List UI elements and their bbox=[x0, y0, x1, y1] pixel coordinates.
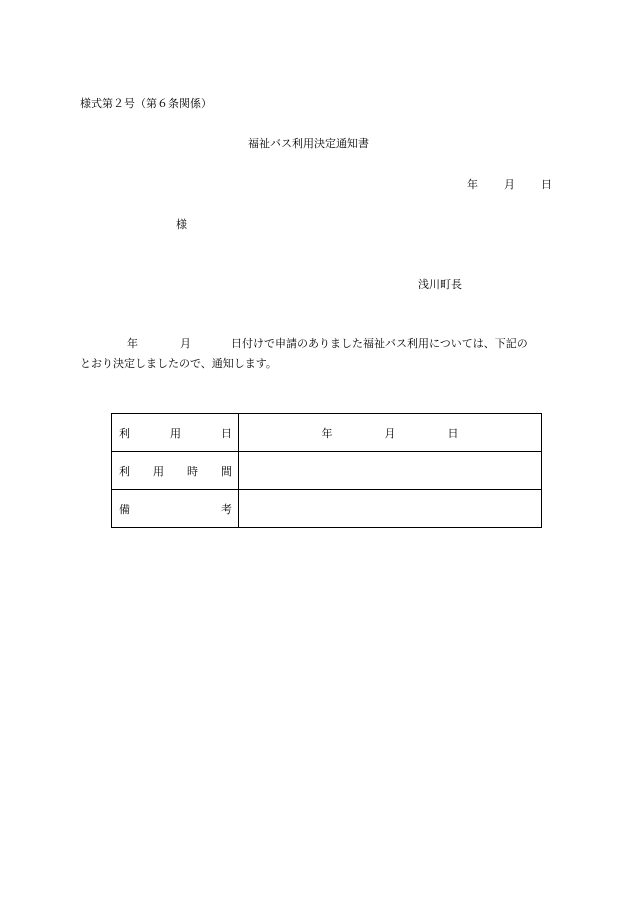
value-usage-date bbox=[239, 414, 542, 452]
table-row-remarks bbox=[112, 490, 542, 528]
form-number: 様式第２号（第６条関係） bbox=[80, 97, 212, 110]
label-char: 利 bbox=[119, 464, 130, 478]
details-table bbox=[111, 413, 542, 528]
table-row-usage-time bbox=[112, 452, 542, 490]
body-text-line-1 bbox=[127, 337, 528, 351]
document-title: 福祉バス利用決定通知書 bbox=[248, 137, 369, 150]
body-text-rest: 日付けで申請のありました福祉バス利用については、下記の bbox=[231, 337, 528, 350]
label-char: 日 bbox=[221, 426, 232, 440]
label-char: 間 bbox=[221, 464, 232, 478]
issuer-name: 浅川町長 bbox=[418, 278, 462, 291]
label-usage-time bbox=[112, 452, 239, 490]
usage-date-month: 月 bbox=[384, 426, 396, 440]
issue-date-day: 日 bbox=[541, 178, 552, 191]
label-char: 利 bbox=[119, 426, 130, 440]
value-remarks bbox=[239, 490, 542, 528]
label-char: 備 bbox=[119, 502, 130, 516]
recipient-honorific: 様 bbox=[176, 218, 187, 231]
label-char: 用 bbox=[170, 426, 181, 440]
issue-date-month: 月 bbox=[504, 178, 515, 191]
label-remarks bbox=[112, 490, 239, 528]
issue-date bbox=[467, 178, 552, 192]
label-char: 考 bbox=[221, 502, 232, 516]
issue-date-year: 年 bbox=[467, 178, 478, 191]
value-usage-time bbox=[239, 452, 542, 490]
body-month: 月 bbox=[180, 337, 191, 350]
usage-date-day: 日 bbox=[447, 426, 459, 440]
body-text-line-2: とおり決定しましたので、通知します。 bbox=[80, 357, 277, 370]
body-year: 年 bbox=[127, 337, 138, 350]
usage-date-year: 年 bbox=[321, 426, 333, 440]
label-usage-date bbox=[112, 414, 239, 452]
table-row-usage-date bbox=[112, 414, 542, 452]
label-char: 用 bbox=[153, 464, 164, 478]
label-char: 時 bbox=[187, 464, 198, 478]
